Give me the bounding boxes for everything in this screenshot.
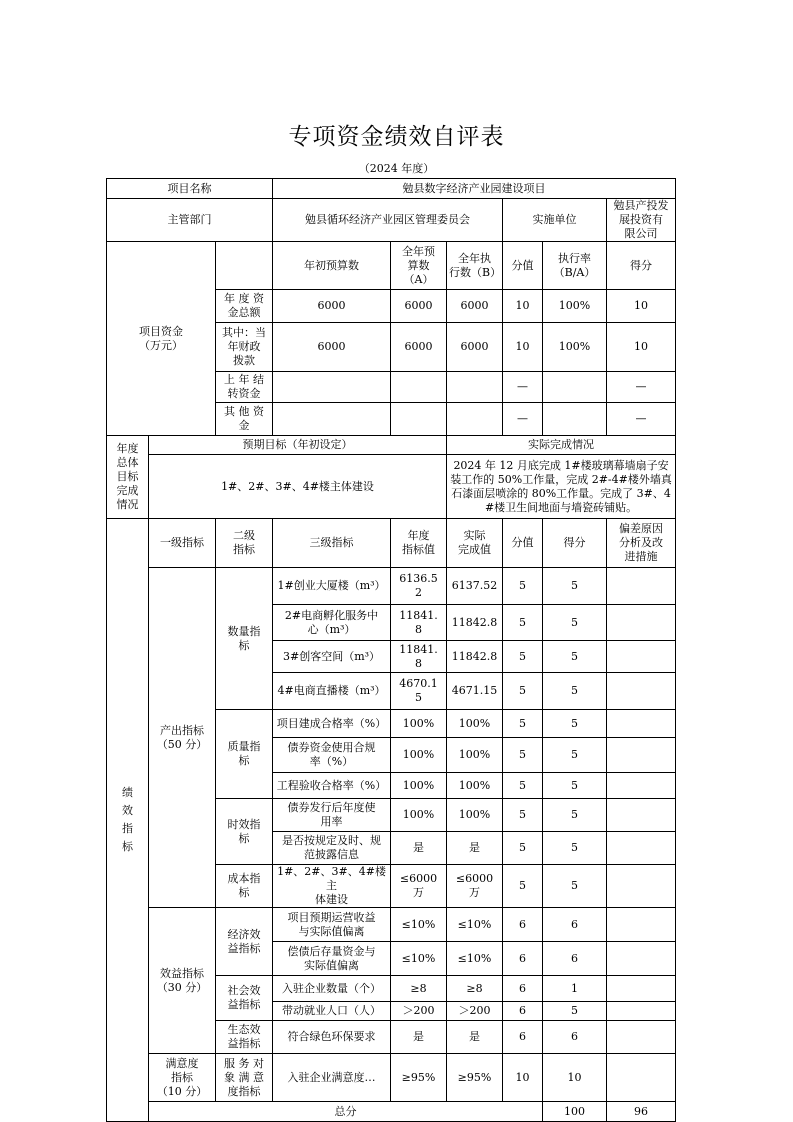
sub-ecology: 生态效 益指标 — [216, 1021, 273, 1054]
dept-label: 主管部门 — [107, 199, 273, 242]
funds-cell: 6000 — [391, 323, 447, 372]
impl-label: 实施单位 — [503, 199, 607, 242]
funds-cell: 100% — [543, 290, 607, 323]
funds-label: 项目资金 （万元） — [107, 242, 216, 436]
actual-value-header: 实际 完成值 — [447, 519, 503, 568]
funds-header: 年初预算数 — [273, 242, 391, 290]
funds-row-label: 其 他 资 金 — [216, 403, 273, 436]
indicator-value: 5 — [503, 641, 543, 673]
funds-cell — [391, 372, 447, 403]
indicator-score: 5 — [543, 641, 607, 673]
indicator-actual: 100% — [447, 738, 503, 773]
indicator-score: 5 — [543, 568, 607, 605]
indicator-score: 6 — [543, 1021, 607, 1054]
total-label: 总分 — [149, 1102, 543, 1122]
funds-row-label: 其中：当 年财政 拨款 — [216, 323, 273, 372]
score-header: 得分 — [543, 519, 607, 568]
indicator-deviation — [607, 773, 676, 799]
indicator-deviation — [607, 673, 676, 710]
indicator-deviation — [607, 1021, 676, 1054]
sub-social: 社会效 益指标 — [216, 976, 273, 1021]
indicator-score: 5 — [543, 605, 607, 641]
actual-goal: 2024 年 12 月底完成 1#楼玻璃幕墙扇子安装工作的 50%工作量，完成 2#-4#楼外墙真石漆面层喷涂的 80%工作量。完成了 3#、4#楼卫生间地面与墙瓷砖铺贴。 — [447, 455, 676, 519]
indicator-deviation — [607, 710, 676, 738]
funds-row-label: 年 度 资 金总额 — [216, 290, 273, 323]
indicator-actual: 11842.8 — [447, 641, 503, 673]
indicator-value: 5 — [503, 710, 543, 738]
funds-cell: 10 — [503, 290, 543, 323]
funds-cell: 6000 — [273, 323, 391, 372]
deviation-header: 偏差原因 分析及改 进措施 — [607, 519, 676, 568]
funds-cell — [273, 403, 391, 436]
indicator-actual: 4671.15 — [447, 673, 503, 710]
funds-cell — [273, 372, 391, 403]
funds-cell: 6000 — [447, 290, 503, 323]
indicator-target: ≤6000 万 — [391, 865, 447, 908]
indicator-score: 1 — [543, 976, 607, 1002]
indicator-value: 6 — [503, 942, 543, 976]
indicator-actual: ≥8 — [447, 976, 503, 1002]
indicator-deviation — [607, 605, 676, 641]
indicator-target: ＞200 — [391, 1002, 447, 1021]
dept-value: 勉县循环经济产业园区管理委员会 — [273, 199, 503, 242]
funds-header: 分值 — [503, 242, 543, 290]
project-name-value: 勉县数字经济产业园建设项目 — [273, 179, 676, 199]
funds-cell: 100% — [543, 323, 607, 372]
indicator-target: 是 — [391, 832, 447, 865]
total-value: 100 — [543, 1102, 607, 1122]
funds-cell — [391, 403, 447, 436]
funds-header: 全年预 算数 （A） — [391, 242, 447, 290]
funds-cell: 10 — [607, 323, 676, 372]
indicator-score: 10 — [543, 1054, 607, 1102]
actual-header: 实际完成情况 — [447, 436, 676, 455]
sub-quantity: 数量指 标 — [216, 568, 273, 710]
level1-header: 一级指标 — [149, 519, 216, 568]
indicator-name: 项目建成合格率（%） — [273, 710, 391, 738]
indicator-actual: 是 — [447, 1021, 503, 1054]
indicator-deviation — [607, 865, 676, 908]
indicator-score: 5 — [543, 1002, 607, 1021]
total-score: 96 — [607, 1102, 676, 1122]
indicator-score: 5 — [543, 799, 607, 832]
indicator-value: 5 — [503, 568, 543, 605]
sub-economic: 经济效 益指标 — [216, 908, 273, 976]
funds-header: 全年执 行数（B） — [447, 242, 503, 290]
indicator-name: 偿债后存量资金与 实际值偏离 — [273, 942, 391, 976]
funds-cell — [447, 372, 503, 403]
indicator-value: 5 — [503, 832, 543, 865]
expected-goal: 1#、2#、3#、4#楼主体建设 — [149, 455, 447, 519]
project-name-label: 项目名称 — [107, 179, 273, 199]
indicator-deviation — [607, 908, 676, 942]
sub-quality: 质量指 标 — [216, 710, 273, 799]
indicator-score: 5 — [543, 832, 607, 865]
indicator-deviation — [607, 1054, 676, 1102]
funds-cell: 6000 — [391, 290, 447, 323]
funds-cell — [543, 372, 607, 403]
indicator-target: 6136.5 2 — [391, 568, 447, 605]
indicator-score: 5 — [543, 865, 607, 908]
group-benefit: 效益指标 （30 分） — [149, 908, 216, 1054]
funds-header: 执行率 （B/A） — [543, 242, 607, 290]
indicator-value: 10 — [503, 1054, 543, 1102]
group-output: 产出指标 （50 分） — [149, 568, 216, 908]
score-value-header: 分值 — [503, 519, 543, 568]
indicator-score: 5 — [543, 773, 607, 799]
indicator-deviation — [607, 568, 676, 605]
indicator-value: 5 — [503, 799, 543, 832]
indicator-name: 3#创客空间（m³） — [273, 641, 391, 673]
indicator-score: 5 — [543, 673, 607, 710]
sub-time: 时效指 标 — [216, 799, 273, 865]
indicator-actual: 100% — [447, 773, 503, 799]
indicator-name: 入驻企业数量（个） — [273, 976, 391, 1002]
sub-cost: 成本指 标 — [216, 865, 273, 908]
indicator-actual: 100% — [447, 710, 503, 738]
funds-cell: 10 — [607, 290, 676, 323]
funds-header-blank — [216, 242, 273, 290]
year-subtitle: （2024 年度） — [358, 162, 435, 175]
indicator-name: 带动就业人口（人） — [273, 1002, 391, 1021]
target-header: 年度 指标值 — [391, 519, 447, 568]
indicator-name: 1#创业大厦楼（m³） — [273, 568, 391, 605]
indicator-target: ≤10% — [391, 908, 447, 942]
indicator-target: 100% — [391, 710, 447, 738]
indicator-value: 5 — [503, 673, 543, 710]
indicator-target: 100% — [391, 738, 447, 773]
indicator-score: 6 — [543, 908, 607, 942]
indicator-actual: 100% — [447, 799, 503, 832]
indicator-name: 符合绿色环保要求 — [273, 1021, 391, 1054]
indicator-actual: 是 — [447, 832, 503, 865]
indicator-value: 6 — [503, 1002, 543, 1021]
indicator-target: 100% — [391, 773, 447, 799]
indicator-actual: ＞200 — [447, 1002, 503, 1021]
indicator-score: 6 — [543, 942, 607, 976]
indicator-actual: 6137.52 — [447, 568, 503, 605]
indicator-deviation — [607, 832, 676, 865]
indicator-deviation — [607, 738, 676, 773]
indicator-deviation — [607, 1002, 676, 1021]
funds-cell: 6000 — [273, 290, 391, 323]
indicator-target: 是 — [391, 1021, 447, 1054]
indicator-target: 11841. 8 — [391, 641, 447, 673]
indicator-deviation — [607, 799, 676, 832]
sub-service: 服 务 对 象 满 意 度指标 — [216, 1054, 273, 1102]
indicator-name: 是否按规定及时、规 范披露信息 — [273, 832, 391, 865]
indicator-actual: 11842.8 — [447, 605, 503, 641]
funds-cell: — — [503, 372, 543, 403]
indicator-score: 5 — [543, 710, 607, 738]
funds-cell: — — [607, 403, 676, 436]
funds-header: 得分 — [607, 242, 676, 290]
level2-header: 二级 指标 — [216, 519, 273, 568]
indicator-score: 5 — [543, 738, 607, 773]
group-satisfaction: 满意度 指标 （10 分） — [149, 1054, 216, 1102]
indicator-name: 项目预期运营收益 与实际值偏离 — [273, 908, 391, 942]
indicator-value: 5 — [503, 738, 543, 773]
indicator-name: 债券资金使用合规 率（%） — [273, 738, 391, 773]
evaluation-table — [106, 178, 676, 1122]
indicator-actual: ≤10% — [447, 942, 503, 976]
funds-cell: 10 — [503, 323, 543, 372]
indicator-name: 2#电商孵化服务中 心（m³） — [273, 605, 391, 641]
indicator-name: 4#电商直播楼（m³） — [273, 673, 391, 710]
indicator-target: ≥8 — [391, 976, 447, 1002]
indicator-deviation — [607, 942, 676, 976]
indicator-target: ≥95% — [391, 1054, 447, 1102]
level3-header: 三级指标 — [273, 519, 391, 568]
funds-cell — [447, 403, 503, 436]
indicator-name: 债券发行后年度使 用率 — [273, 799, 391, 832]
impl-value: 勉县产投发展投资有 限公司 — [607, 199, 676, 242]
indicator-actual: ≤10% — [447, 908, 503, 942]
indicator-name: 工程验收合格率（%） — [273, 773, 391, 799]
indicator-deviation — [607, 641, 676, 673]
funds-cell: 6000 — [447, 323, 503, 372]
funds-cell: — — [503, 403, 543, 436]
indicator-deviation — [607, 976, 676, 1002]
expected-header: 预期目标（年初设定） — [149, 436, 447, 455]
indicator-target: ≤10% — [391, 942, 447, 976]
indicator-target: 11841. 8 — [391, 605, 447, 641]
indicator-target: 100% — [391, 799, 447, 832]
indicator-actual: ≤6000 万 — [447, 865, 503, 908]
indicator-actual: ≥95% — [447, 1054, 503, 1102]
funds-cell: — — [607, 372, 676, 403]
funds-row-label: 上 年 结 转资金 — [216, 372, 273, 403]
page-title: 专项资金绩效自评表 — [288, 124, 505, 150]
indicator-value: 6 — [503, 908, 543, 942]
indicator-name: 入驻企业满意度… — [273, 1054, 391, 1102]
indicator-value: 5 — [503, 773, 543, 799]
indicator-name: 1#、2#、3#、4#楼主 体建设 — [273, 865, 391, 908]
indicator-value: 5 — [503, 865, 543, 908]
indicator-value: 6 — [503, 976, 543, 1002]
perf-label: 绩 效 指 标 — [107, 519, 149, 1122]
indicator-value: 6 — [503, 1021, 543, 1054]
funds-cell — [543, 403, 607, 436]
goals-label: 年度 总体 目标 完成 情况 — [107, 436, 149, 519]
indicator-target: 4670.1 5 — [391, 673, 447, 710]
indicator-value: 5 — [503, 605, 543, 641]
